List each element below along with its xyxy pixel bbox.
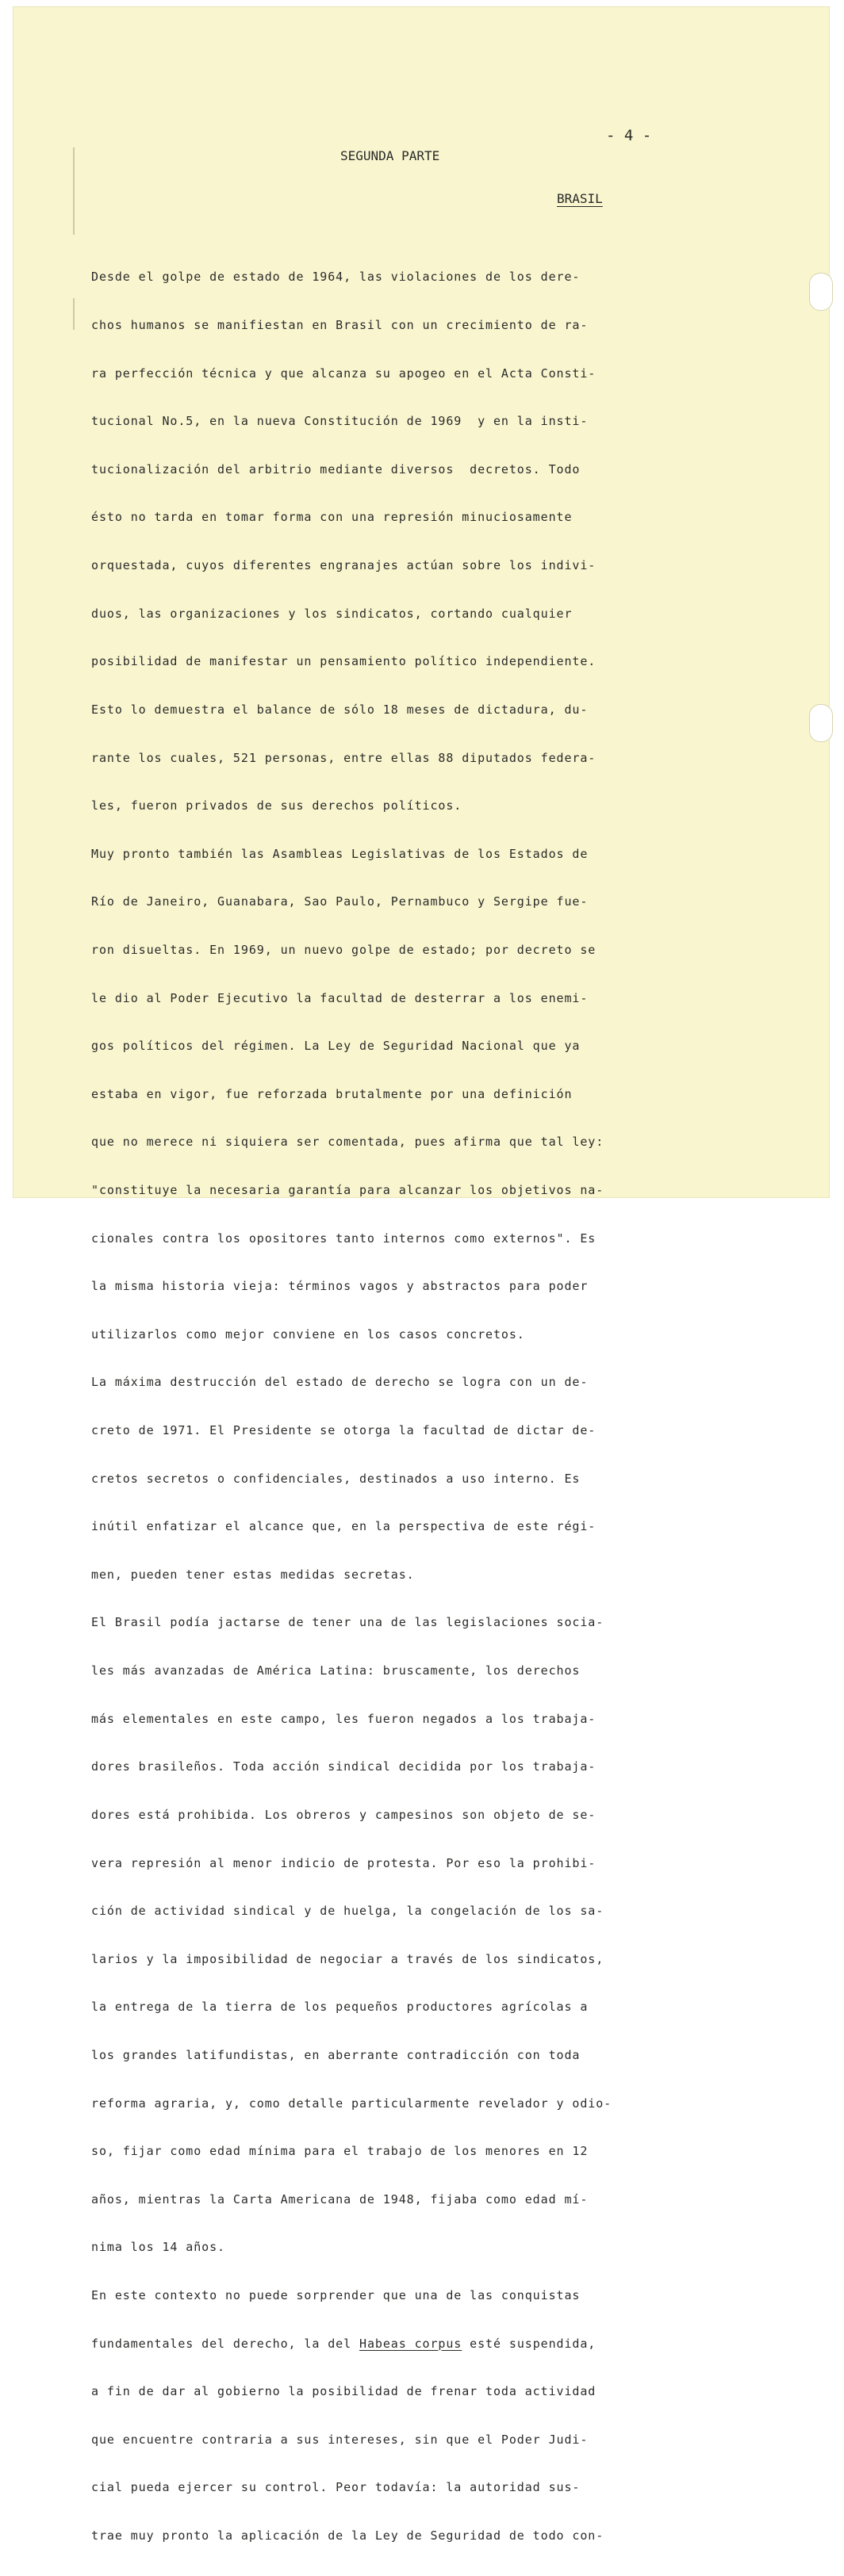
text-line: orquestada, cuyos diferentes engranajes actúan sobre los indivi- — [91, 558, 597, 573]
section-title: SEGUNDA PARTE — [340, 148, 440, 163]
page-number: - 4 - — [606, 127, 652, 144]
text-line: cretos secretos o confidenciales, destinados a uso interno. Es — [91, 1471, 581, 1486]
text-line: tucionalización del arbitrio mediante diversos decretos. Todo — [91, 461, 581, 477]
text-line: más elementales en este campo, les fueron negados a los trabaja- — [91, 1711, 597, 1726]
text-line: ron disueltas. En 1969, un nuevo golpe de estado; por decreto se — [91, 942, 597, 957]
text-line: men, pueden tener estas medidas secretas. — [91, 1567, 415, 1582]
text-line: dores está prohibida. Los obreros y campesinos son objeto de se- — [91, 1807, 597, 1822]
text-line: estaba en vigor, fue reforzada brutalmente por una definición — [91, 1086, 573, 1101]
text-line: Muy pronto también las Asambleas Legislativas de los Estados de — [91, 846, 589, 861]
text-line: gos políticos del régimen. La Ley de Seguridad Nacional que ya — [91, 1039, 581, 1054]
text-line: le dio al Poder Ejecutivo la facultad de desterrar a los enemi- — [91, 990, 589, 1005]
text-line: duos, las organizaciones y los sindicatos, cortando cualquier — [91, 606, 573, 621]
text-line: ésto no tarda en tomar forma con una represión minuciosamente — [91, 510, 573, 525]
text-line: ción de actividad sindical y de huelga, la congelación de los sa- — [91, 1904, 604, 1919]
text-line: ra perfección técnica y que alcanza su apogeo en el Acta Consti- — [91, 366, 597, 381]
text-line: En este contexto no puede sorprender que una de las conquistas — [91, 2288, 581, 2302]
text-line: los grandes latifundistas, en aberrante contradicción con toda — [91, 2047, 581, 2062]
habeas-corpus-underlined: Habeas corpus — [359, 2336, 462, 2351]
text-line: inútil enfatizar el alcance que, en la perspectiva de este régi- — [91, 1519, 597, 1534]
text-line: la misma historia vieja: términos vagos y abstractos para poder — [91, 1279, 589, 1294]
text-line: les más avanzadas de América Latina: bruscamente, los derechos — [91, 1663, 581, 1678]
text-line: la entrega de la tierra de los pequeños productores agrícolas a — [91, 2000, 589, 2015]
text-line: que encuentre contraria a sus intereses, sin que el Poder Judi- — [91, 2432, 589, 2447]
text-line: reforma agraria, y, como detalle particularmente revelador y odio- — [91, 2096, 612, 2111]
text-line: les, fueron privados de sus derechos políticos. — [91, 798, 462, 813]
text-segment: fundamentales del derecho, la del — [91, 2336, 359, 2351]
text-line: rante los cuales, 521 personas, entre ellas 88 diputados federa- — [91, 750, 597, 765]
text-segment: esté suspendida, — [462, 2336, 597, 2351]
text-line: tucional No.5, en la nueva Constitución de 1969 y en la insti- — [91, 414, 589, 429]
text-line: Esto lo demuestra el balance de sólo 18 meses de dictadura, du- — [91, 702, 589, 717]
text-line: creto de 1971. El Presidente se otorga la facultad de dictar de- — [91, 1423, 597, 1438]
text-line-habeas — [91, 2336, 805, 2352]
text-line: nima los 14 años. — [91, 2240, 225, 2255]
country-title: BRASIL — [557, 191, 603, 206]
margin-mark-upper — [73, 147, 75, 235]
text-line: cial pueda ejercer su control. Peor todavía: la autoridad sus- — [91, 2480, 581, 2495]
text-line: cionales contra los opositores tanto internos como externos". Es — [91, 1231, 597, 1246]
text-line: Desde el golpe de estado de 1964, las violaciones de los dere- — [91, 270, 581, 285]
text-line: dores brasileños. Toda acción sindical decidida por los trabaja- — [91, 1759, 597, 1774]
text-line: años, mientras la Carta Americana de 1948, fijaba como edad mí- — [91, 2191, 589, 2207]
text-line: "constituye la necesaria garantía para alcanzar los objetivos na- — [91, 1182, 604, 1197]
text-line: trae muy pronto la aplicación de la Ley de Seguridad de todo con- — [91, 2528, 604, 2543]
text-line: Río de Janeiro, Guanabara, Sao Paulo, Pernambuco y Sergipe fue- — [91, 894, 589, 909]
punch-hole-top — [809, 273, 833, 311]
text-line: que no merece ni siquiera ser comentada, pues afirma que tal ley: — [91, 1135, 604, 1150]
text-line: posibilidad de manifestar un pensamiento político independiente. — [91, 654, 597, 669]
punch-hole-bottom — [809, 704, 833, 742]
text-line: larios y la imposibilidad de negociar a través de los sindicatos, — [91, 1951, 604, 1966]
text-line: La máxima destrucción del estado de derecho se logra con un de- — [91, 1375, 589, 1390]
text-line: El Brasil podía jactarse de tener una de las legislaciones socia- — [91, 1615, 604, 1630]
body-text — [91, 237, 805, 2576]
text-line: utilizarlos como mejor conviene en los casos concretos. — [91, 1326, 525, 1342]
margin-mark-lower — [73, 298, 75, 330]
text-line: a fin de dar al gobierno la posibilidad de frenar toda actividad — [91, 2384, 597, 2399]
document-page — [13, 6, 830, 2543]
text-line: so, fijar como edad mínima para el trabajo de los menores en 12 — [91, 2144, 589, 2159]
text-line: chos humanos se manifiestan en Brasil con un crecimiento de ra- — [91, 318, 589, 333]
text-line: vera represión al menor indicio de protesta. Por eso la prohibi- — [91, 1855, 597, 1870]
